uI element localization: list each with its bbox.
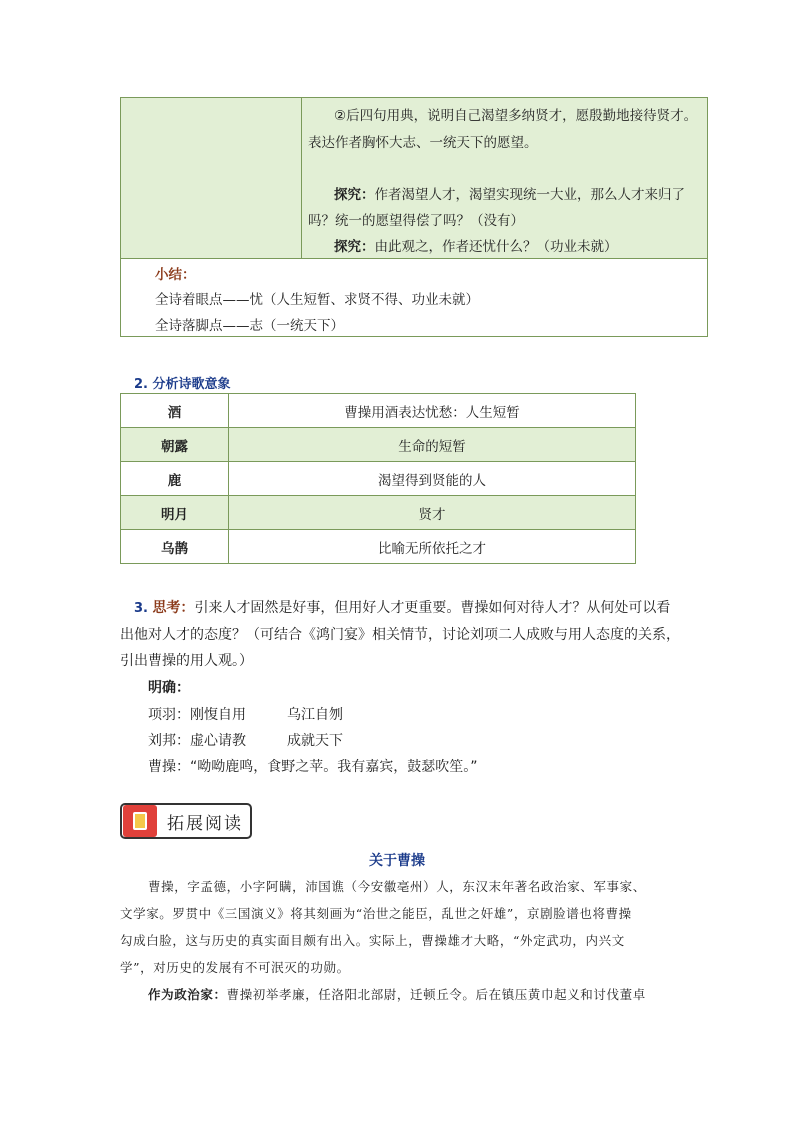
- caocao-line: 曹操：“呦呦鹿鸣，食野之苹。我有嘉宾，鼓瑟吹笙。”: [148, 759, 478, 775]
- imagery-row: [121, 495, 635, 529]
- section-2-heading: 2. 分析诗歌意象: [134, 377, 231, 392]
- analysis-line-4: 吗？统一的愿望得偿了吗？（没有）: [308, 213, 524, 229]
- summary-line-2: 全诗落脚点——志（一统天下）: [155, 318, 344, 334]
- analysis-line-2: 表达作者胸怀大志、一统天下的愿望。: [308, 135, 538, 151]
- xiangyu-line: 项羽：刚愎自用: [148, 707, 246, 723]
- analysis-line-1: ②后四句用典，说明自己渴望多纳贤才，愿殷勤地接待贤才。: [334, 108, 698, 124]
- imagery-key: 酒: [121, 394, 229, 427]
- summary-cell: [121, 258, 707, 336]
- imagery-value: 渴望得到贤能的人: [378, 472, 486, 489]
- summary-line-1: 全诗着眼点——忧（人生短暂、求贤不得、功业未就）: [155, 292, 479, 308]
- analysis-table-right-cell: [302, 98, 707, 258]
- reading-line: 文学家。罗贯中《三国演义》将其刻画为“治世之能臣，乱世之奸雄”，京剧脸谱也将曹操: [120, 906, 632, 921]
- politician-label: 作为政治家：: [148, 987, 227, 1002]
- section-3-line-3: 引出曹操的用人观。）: [120, 653, 253, 669]
- imagery-value: 贤才: [418, 506, 446, 523]
- probe-label: 探究：: [334, 187, 375, 203]
- liubang-line: 刘邦：虚心请教: [148, 733, 246, 749]
- analysis-table: [120, 97, 708, 337]
- summary-label: 小结：: [155, 267, 196, 283]
- analysis-table-left-cell: [121, 98, 302, 258]
- clarify-label: 明确：: [148, 680, 190, 696]
- xiangyu-result: 乌江自刎: [287, 707, 343, 723]
- imagery-table: [120, 393, 636, 564]
- probe-label: 探究：: [334, 239, 375, 255]
- badge-label: 拓展阅读: [167, 813, 243, 834]
- reading-line: 曹操，字孟德，小字阿瞒，沛国谯（今安徽亳州）人，东汉末年著名政治家、军事家、: [148, 879, 646, 894]
- imagery-row: [121, 394, 635, 427]
- analysis-line-3: 探究：作者渴望人才，渴望实现统一大业，那么人才来归了: [334, 187, 685, 203]
- think-label: 思考：: [152, 600, 195, 616]
- reading-line: 勾成白脸，这与历史的真实面目颇有出入。实际上，曹操雄才大略，“外定武功，内兴文: [120, 933, 625, 948]
- reading-title: 关于曹操: [369, 853, 425, 869]
- book-icon: [123, 805, 157, 837]
- imagery-key: 鹿: [121, 462, 229, 495]
- analysis-line-5: 探究：由此观之，作者还忧什么？（功业未就）: [334, 239, 618, 255]
- imagery-key: 朝露: [121, 428, 229, 461]
- section-3-line-1: 3. 思考：引来人才固然是好事，但用好人才更重要。曹操如何对待人才？从何处可以看: [134, 600, 671, 616]
- imagery-row: [121, 427, 635, 461]
- reading-line: 学”，对历史的发展有不可泯灭的功勋。: [120, 960, 350, 975]
- liubang-result: 成就天下: [287, 733, 343, 749]
- imagery-row: [121, 529, 635, 563]
- imagery-value: 曹操用酒表达忧愁：人生短暂: [344, 404, 520, 421]
- imagery-key: 乌鹊: [121, 530, 229, 563]
- reading-line: 作为政治家：曹操初举孝廉，任洛阳北部尉，迁顿丘令。后在镇压黄巾起义和讨伐董卓: [148, 987, 646, 1002]
- imagery-row: [121, 461, 635, 495]
- extended-reading-badge: [120, 803, 252, 839]
- imagery-value: 比喻无所依托之才: [378, 540, 486, 557]
- imagery-key: 明月: [121, 496, 229, 529]
- imagery-value: 生命的短暂: [398, 438, 466, 455]
- section-3-line-2: 出他对人才的态度？（可结合《鸿门宴》相关情节，讨论刘项二人成败与用人态度的关系，: [120, 627, 680, 643]
